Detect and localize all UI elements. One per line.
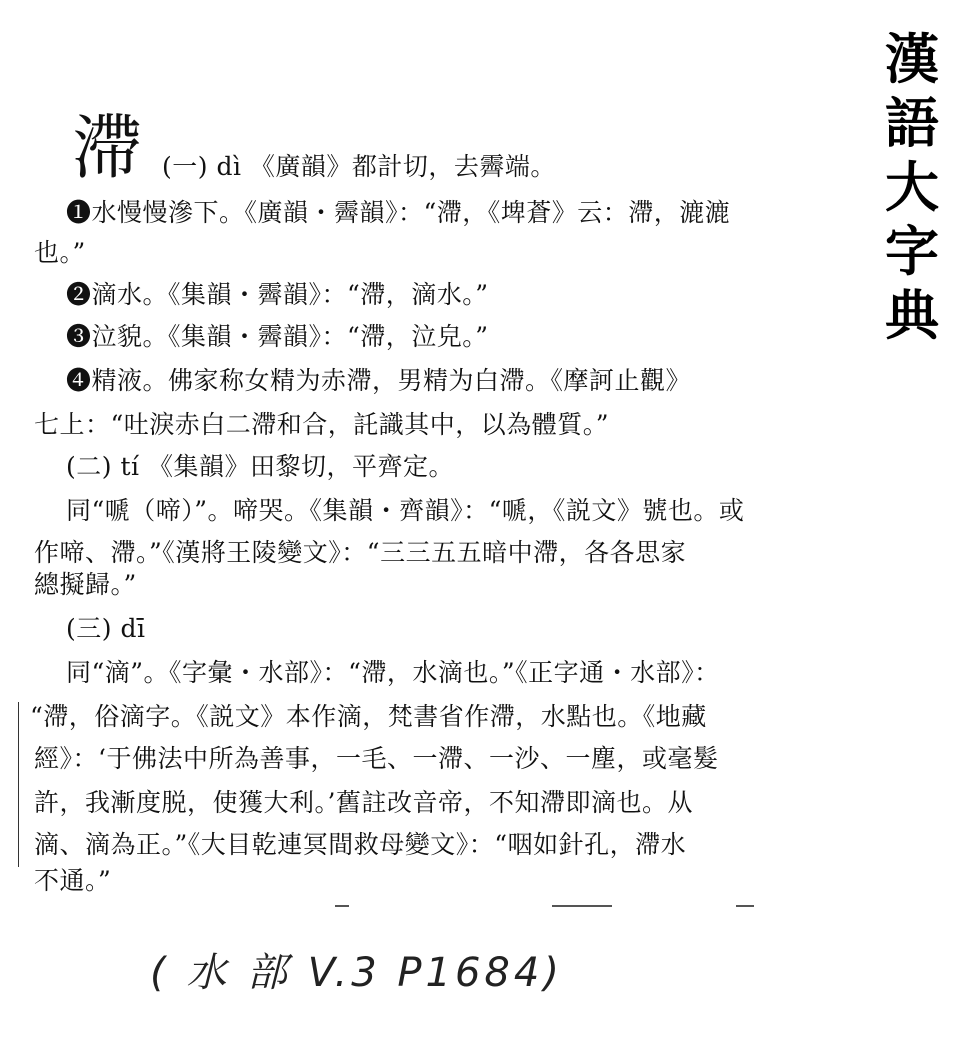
title-char: 典: [885, 284, 939, 347]
definition-line: 同“嗁（啼）”。啼哭。《集韻・齊韻》：“嗁，《説文》號也。或: [66, 496, 745, 525]
definition-line: 總擬歸。”: [34, 570, 137, 599]
definition-line: 許，我漸度脱，使獲大利。’舊註改音帝，不知滯即滴也。从: [34, 788, 693, 817]
definition-line: 經》：‘于佛法中所為善事，一毛、一滯、一沙、一塵，或毫髮: [34, 744, 719, 773]
scan-speck: [552, 905, 612, 907]
title-char: 大: [885, 156, 939, 219]
margin-line: [18, 702, 19, 867]
definition-line: ❸泣貌。《集韻・霽韻》：“滯，泣皃。”: [66, 322, 489, 351]
title-char: 漢: [885, 28, 939, 91]
handwritten-reference-note: ( 水 部 V.3 P1684): [150, 950, 563, 996]
definition-line: 不通。”: [34, 866, 112, 895]
scan-speck: [335, 905, 349, 907]
definition-line: “滯，俗滴字。《説文》本作滴，梵書省作滯，水點也。《地藏: [30, 702, 707, 731]
definition-line: ❶水慢慢滲下。《廣韻・霽韻》：“滯，《埤蒼》云：滯，漉漉: [66, 198, 731, 227]
definition-line: 滴、滴為正。”《大目乾連冥間救母變文》：“咽如針孔，滯水: [34, 830, 687, 859]
reading-2-header: (二) tí 《集韻》田黎切，平齊定。: [66, 452, 454, 481]
headword: 滯: [72, 107, 142, 189]
definition-line: 也。”: [34, 238, 86, 267]
definition-line: 七上：“吐淚赤白二滯和合，託識其中，以為體質。”: [34, 410, 610, 439]
definition-line: 同“滴”。《字彙・水部》：“滯，水滴也。”《正字通・水部》：: [66, 658, 720, 687]
dictionary-title: [872, 28, 952, 348]
reading-1-header: (一) dì 《廣韻》都計切，去霽端。: [162, 152, 556, 181]
definition-line: ❹精液。佛家称女精为赤滯，男精为白滯。《摩訶止觀》: [66, 366, 692, 395]
definition-line: ❷滴水。《集韻・霽韻》：“滯，滴水。”: [66, 280, 489, 309]
reading-3-header: (三) dī: [66, 614, 146, 643]
scan-speck: [736, 905, 754, 907]
title-char: 語: [885, 92, 939, 155]
definition-line: 作啼、滯。”《漢將王陵變文》：“三三五五暗中滯，各各思家: [34, 538, 687, 567]
title-char: 字: [885, 220, 939, 283]
